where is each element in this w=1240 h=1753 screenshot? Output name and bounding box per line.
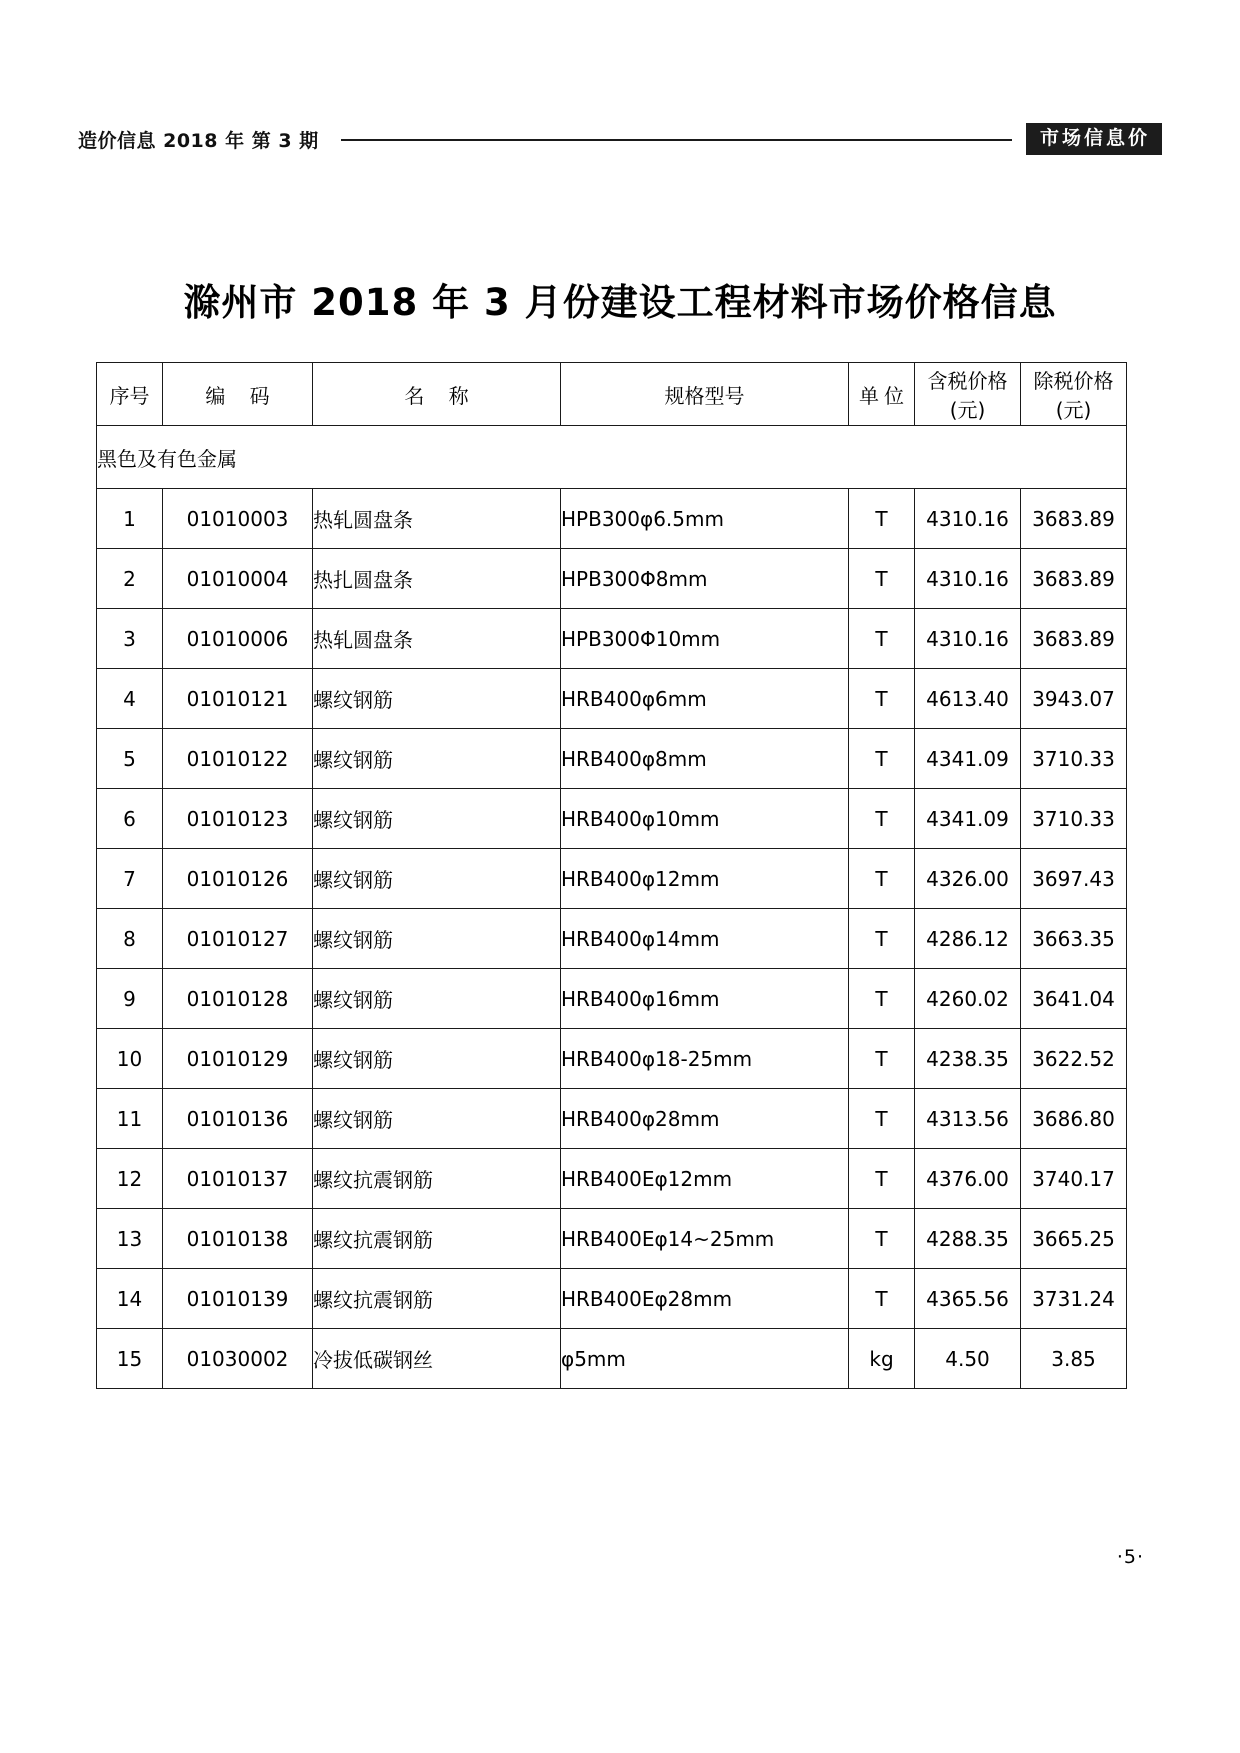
cell-spec: HRB400Eφ28mm (561, 1269, 849, 1329)
cell-price-excl-tax: 3683.89 (1021, 489, 1127, 549)
table-row (97, 1329, 1127, 1389)
column-header-name: 名 称 (313, 363, 561, 426)
cell-unit: T (849, 729, 915, 789)
cell-price-excl-tax: 3.85 (1021, 1329, 1127, 1389)
cell-name: 螺纹抗震钢筋 (313, 1269, 561, 1329)
table-category-section (97, 426, 1127, 489)
cell-code: 01010122 (163, 729, 313, 789)
cell-code: 01010123 (163, 789, 313, 849)
cell-name: 螺纹钢筋 (313, 729, 561, 789)
cell-price-incl-tax: 4310.16 (915, 489, 1021, 549)
cell-unit: T (849, 1209, 915, 1269)
table-row (97, 1209, 1127, 1269)
cell-spec: HRB400φ14mm (561, 909, 849, 969)
table-row (97, 729, 1127, 789)
cell-unit: T (849, 1089, 915, 1149)
cell-unit: T (849, 669, 915, 729)
cell-unit: T (849, 549, 915, 609)
cell-name: 螺纹钢筋 (313, 849, 561, 909)
cell-price-excl-tax: 3697.43 (1021, 849, 1127, 909)
cell-name: 螺纹钢筋 (313, 1029, 561, 1089)
cell-name: 热轧圆盘条 (313, 489, 561, 549)
cell-name: 螺纹钢筋 (313, 789, 561, 849)
cell-name: 热轧圆盘条 (313, 609, 561, 669)
cell-price-incl-tax: 4326.00 (915, 849, 1021, 909)
cell-seq: 12 (97, 1149, 163, 1209)
table-row (97, 489, 1127, 549)
section-badge: 市场信息价 (1026, 123, 1162, 155)
table-row (97, 549, 1127, 609)
cell-code: 01010138 (163, 1209, 313, 1269)
cell-code: 01010003 (163, 489, 313, 549)
cell-spec: φ5mm (561, 1329, 849, 1389)
cell-price-excl-tax: 3710.33 (1021, 729, 1127, 789)
cell-price-incl-tax: 4313.56 (915, 1089, 1021, 1149)
cell-price-incl-tax: 4376.00 (915, 1149, 1021, 1209)
cell-spec: HRB400Eφ14~25mm (561, 1209, 849, 1269)
cell-seq: 8 (97, 909, 163, 969)
cell-price-incl-tax: 4341.09 (915, 729, 1021, 789)
cell-spec: HRB400φ8mm (561, 729, 849, 789)
cell-unit: T (849, 1149, 915, 1209)
cell-name: 螺纹钢筋 (313, 1089, 561, 1149)
cell-price-excl-tax: 3943.07 (1021, 669, 1127, 729)
cell-name: 螺纹抗震钢筋 (313, 1149, 561, 1209)
cell-name: 冷拔低碳钢丝 (313, 1329, 561, 1389)
cell-spec: HRB400φ12mm (561, 849, 849, 909)
cell-unit: kg (849, 1329, 915, 1389)
cell-code: 01010006 (163, 609, 313, 669)
cell-seq: 4 (97, 669, 163, 729)
cell-code: 01010004 (163, 549, 313, 609)
cell-unit: T (849, 789, 915, 849)
cell-price-incl-tax: 4341.09 (915, 789, 1021, 849)
page-number: ·5· (1116, 1546, 1144, 1568)
table-header (97, 363, 1127, 426)
cell-price-excl-tax: 3731.24 (1021, 1269, 1127, 1329)
cell-price-incl-tax: 4365.56 (915, 1269, 1021, 1329)
cell-code: 01010136 (163, 1089, 313, 1149)
cell-price-excl-tax: 3663.35 (1021, 909, 1127, 969)
column-header-spec: 规格型号 (561, 363, 849, 426)
running-header (78, 118, 1162, 160)
cell-price-excl-tax: 3665.25 (1021, 1209, 1127, 1269)
cell-unit: T (849, 1269, 915, 1329)
cell-spec: HPB300φ6.5mm (561, 489, 849, 549)
cell-unit: T (849, 489, 915, 549)
cell-code: 01010121 (163, 669, 313, 729)
cell-unit: T (849, 609, 915, 669)
cell-code: 01010137 (163, 1149, 313, 1209)
cell-spec: HRB400φ28mm (561, 1089, 849, 1149)
cell-price-incl-tax: 4310.16 (915, 609, 1021, 669)
cell-seq: 10 (97, 1029, 163, 1089)
cell-unit: T (849, 1029, 915, 1089)
cell-seq: 7 (97, 849, 163, 909)
cell-price-excl-tax: 3683.89 (1021, 549, 1127, 609)
cell-spec: HRB400φ6mm (561, 669, 849, 729)
column-header-price-incl-tax: 含税价格(元) (915, 363, 1021, 426)
cell-spec: HRB400φ16mm (561, 969, 849, 1029)
cell-seq: 11 (97, 1089, 163, 1149)
header-divider-rule (341, 139, 1012, 141)
cell-price-excl-tax: 3710.33 (1021, 789, 1127, 849)
cell-price-excl-tax: 3641.04 (1021, 969, 1127, 1029)
cell-price-excl-tax: 3683.89 (1021, 609, 1127, 669)
table-row (97, 669, 1127, 729)
column-header-price-excl-tax: 除税价格(元) (1021, 363, 1127, 426)
table-row (97, 849, 1127, 909)
column-header-unit: 单位 (849, 363, 915, 426)
table-row (97, 969, 1127, 1029)
cell-price-incl-tax: 4.50 (915, 1329, 1021, 1389)
table-row (97, 909, 1127, 969)
cell-seq: 14 (97, 1269, 163, 1329)
price-table (96, 362, 1127, 1389)
cell-name: 螺纹钢筋 (313, 969, 561, 1029)
cell-spec: HRB400Eφ12mm (561, 1149, 849, 1209)
cell-name: 螺纹钢筋 (313, 909, 561, 969)
table-row (97, 789, 1127, 849)
cell-code: 01010139 (163, 1269, 313, 1329)
cell-seq: 13 (97, 1209, 163, 1269)
cell-price-incl-tax: 4260.02 (915, 969, 1021, 1029)
cell-unit: T (849, 969, 915, 1029)
page-title: 滁州市 2018 年 3 月份建设工程材料市场价格信息 (183, 281, 1057, 324)
cell-code: 01010126 (163, 849, 313, 909)
cell-code: 01010128 (163, 969, 313, 1029)
publication-line: 造价信息 2018 年 第 3 期 (78, 129, 319, 152)
cell-name: 螺纹抗震钢筋 (313, 1209, 561, 1269)
cell-name: 热扎圆盘条 (313, 549, 561, 609)
cell-seq: 6 (97, 789, 163, 849)
table-body (97, 489, 1127, 1389)
cell-price-excl-tax: 3622.52 (1021, 1029, 1127, 1089)
cell-price-incl-tax: 4286.12 (915, 909, 1021, 969)
price-table-container (96, 362, 1126, 1389)
category-label: 黑色及有色金属 (97, 426, 1127, 489)
table-row (97, 1269, 1127, 1329)
table-row (97, 1149, 1127, 1209)
cell-seq: 3 (97, 609, 163, 669)
cell-code: 01010127 (163, 909, 313, 969)
cell-code: 01010129 (163, 1029, 313, 1089)
cell-spec: HPB300Φ10mm (561, 609, 849, 669)
table-header-row (97, 363, 1127, 426)
table-row (97, 609, 1127, 669)
cell-spec: HRB400φ10mm (561, 789, 849, 849)
cell-price-incl-tax: 4613.40 (915, 669, 1021, 729)
cell-code: 01030002 (163, 1329, 313, 1389)
table-row (97, 1089, 1127, 1149)
cell-price-incl-tax: 4238.35 (915, 1029, 1021, 1089)
cell-seq: 2 (97, 549, 163, 609)
cell-price-incl-tax: 4288.35 (915, 1209, 1021, 1269)
column-header-seq: 序号 (97, 363, 163, 426)
cell-unit: T (849, 849, 915, 909)
cell-name: 螺纹钢筋 (313, 669, 561, 729)
cell-spec: HPB300Φ8mm (561, 549, 849, 609)
cell-seq: 9 (97, 969, 163, 1029)
cell-price-excl-tax: 3686.80 (1021, 1089, 1127, 1149)
cell-spec: HRB400φ18-25mm (561, 1029, 849, 1089)
cell-price-incl-tax: 4310.16 (915, 549, 1021, 609)
category-row (97, 426, 1127, 489)
cell-seq: 1 (97, 489, 163, 549)
column-header-code: 编 码 (163, 363, 313, 426)
cell-seq: 15 (97, 1329, 163, 1389)
table-row (97, 1029, 1127, 1089)
cell-price-excl-tax: 3740.17 (1021, 1149, 1127, 1209)
cell-unit: T (849, 909, 915, 969)
cell-seq: 5 (97, 729, 163, 789)
